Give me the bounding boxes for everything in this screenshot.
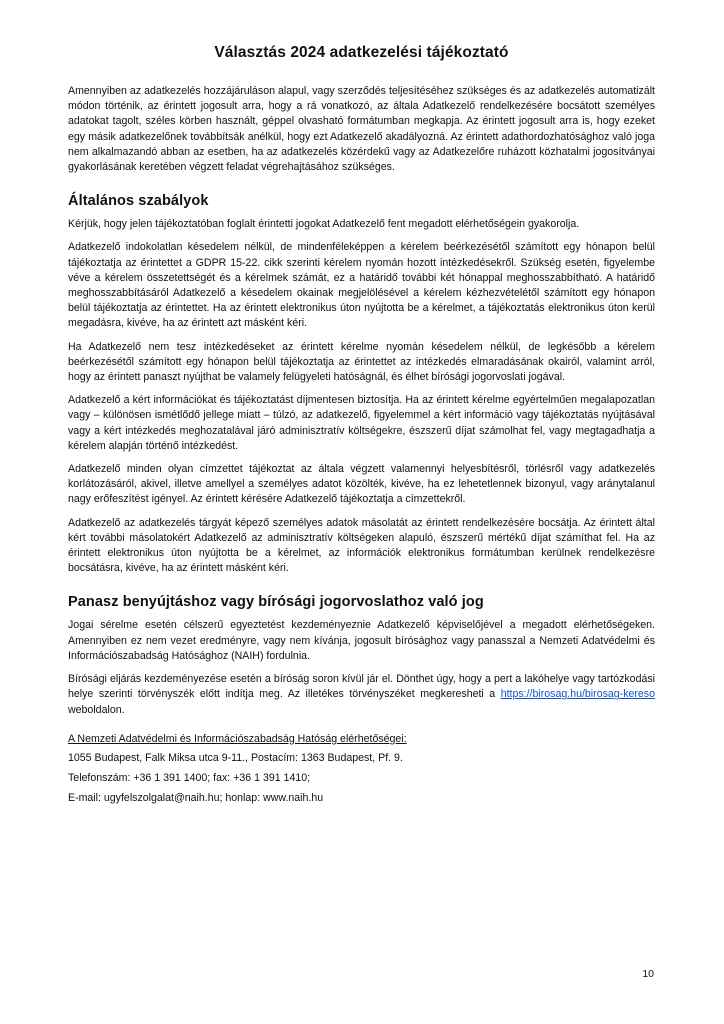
document-title: Választás 2024 adatkezelési tájékoztató	[214, 44, 509, 61]
naih-address: 1055 Budapest, Falk Miksa utca 9-11., Postacím: 1363 Budapest, Pf. 9.	[68, 751, 403, 764]
general-paragraph: Adatkezelő minden olyan címzettet tájékoztat az általa végzett valamennyi helyesbítésről, törlésről vagy adatkezelés korlátozásáról, akivel, illetve amellyel a személyes adatot közölték, kivéve, ha ez lehetetlennek bizonyul, vagy aránytalanul nagy erőfeszítést igényel. Az érintett kérésére Adatkezelő tájékoztatja a címzettekről.	[68, 463, 655, 506]
general-paragraph: Ha Adatkezelő nem tesz intézkedéseket az érintett kérelme nyomán késedelem nélkül, de legkésőbb a kérelem beérkezésétől számított egy hónapon belül tájékoztatja az érintettet az intézkedés elmaradásának okairól, valamint arról, hogy az érintett panaszt nyújthat be valamely felügyeleti hatóságnál, és élhet bírósági jogorvoslati jogával.	[68, 340, 655, 384]
general-paragraph: Adatkezelő az adatkezelés tárgyát képező személyes adatok másolatát az érintett rendelkezésére bocsátja. Az érintett által kért további másolatokért Adatkezelő az adminisztratív költségeken alapuló, észszerű mértékű díjat számíthat fel. Ha az érintett elektronikus úton nyújtotta be a kérelmet, az információk elektronikus formátumban kerülnek rendelkezésre bocsátásra, kivéve, ha az érintett másként kéri.	[68, 516, 655, 575]
complaint-paragraph: Jogai sérelme esetén célszerű egyeztetést kezdeményeznie Adatkezelő képviselőjével a megadott elérhetőségeken. Amennyiben ez nem vezet eredményre, vagy nem kívánja, jogosult bírósághoz vagy panasszal a Nemzeti Adatvédelmi és Információszabadság Hatósághoz (NAIH) fordulnia.	[68, 619, 655, 662]
page-number: 10	[642, 968, 654, 980]
section-heading-complaint: Panasz benyújtáshoz vagy bírósági jogorvoslathoz való jog	[68, 594, 484, 611]
naih-contact-heading: A Nemzeti Adatvédelmi és Információszabadság Hatóság elérhetőségei:	[68, 732, 407, 745]
court-paragraph	[68, 672, 655, 718]
general-paragraph: Kérjük, hogy jelen tájékoztatóban foglalt érintetti jogokat Adatkezelő fent megadott elérhetőségein gyakorolja.	[68, 218, 580, 231]
document-page	[68, 44, 655, 812]
court-text: Bírósági eljárás kezdeményezése esetén a bíróság soron kívül jár el. Dönthet úgy, hogy a pert a lakóhelye vagy tartózkodási helye szerinti törvényszék előtt indítja meg. Az illetékes törvényszéket megkeresheti a	[68, 673, 655, 701]
general-paragraph: Adatkezelő a kért információkat és tájékoztatást díjmentesen biztosítja. Ha az érintett kérelme egyértelműen megalapozatlan vagy – különösen ismétlődő jellege miatt – túlzó, az adatkezelő, figyelemmel a kért információ vagy tájékoztatás nyújtásával vagy a kért intézkedés meghozatalával járó adminisztratív költségekre, észszerű díjat számolhat fel, vagy megtagadhatja a kérelem alapján történő intézkedést.	[68, 394, 655, 452]
naih-email: E-mail: ugyfelszolgalat@naih.hu; honlap: www.naih.hu	[68, 792, 324, 805]
court-text-end: weboldalon.	[68, 703, 125, 716]
naih-phone: Telefonszám: +36 1 391 1400; fax: +36 1 391 1410;	[68, 772, 311, 785]
court-finder-link[interactable]: https://birosag.hu/birosag-kereso	[500, 688, 655, 701]
intro-paragraph: Amennyiben az adatkezelés hozzájáruláson alapul, vagy szerződés teljesítéséhez szükséges és az adatkezelés automatizált módon történik, az érintett jogosult arra, hogy a rá vonatkozó, az általa Adatkezelő rendelkezésére bocsátott személyes adatokat tagolt, széles körben használt, géppel olvasható formátumban megkapja. Az érintett jogosult arra is, hogy ezeket egy másik adatkezelőnek továbbítsák anélkül, hogy ezt Adatkezelő akadályozná. Az érintett adathordozhatósághoz való joga nem alkalmazandó abban az esetben, ha az adatkezelés közérdekű vagy az Adatkezelőre ruházott közhatalmi jogosítványai gyakorlásának keretében végzett feladat végrehajtásához szükséges.	[68, 85, 655, 174]
section-heading-general: Általános szabályok	[68, 193, 209, 210]
general-paragraph: Adatkezelő indokolatlan késedelem nélkül, de mindenféleképpen a kérelem beérkezésétől számított egy hónapon belül tájékoztatja az érintettet a GDPR 15-22. cikk szerinti kérelem nyomán hozott intézkedésekről. Szükség esetén, figyelembe véve a kérelem összetettségét és a kérelmek számát, ez a határidő további két hónappal meghosszabbítható. A határidő meghosszabbításáról Adatkezelő a késedelem okainak megjelölésével a kérelem kézhezvételétől számított egy hónapon belül tájékoztatja az érintettet. Ha az érintett elektronikus úton nyújtotta be a kérelmet, a tájékoztatás elektronikus úton kerül megadásra, kivéve, ha az érintett azt másként kéri.	[68, 241, 655, 330]
